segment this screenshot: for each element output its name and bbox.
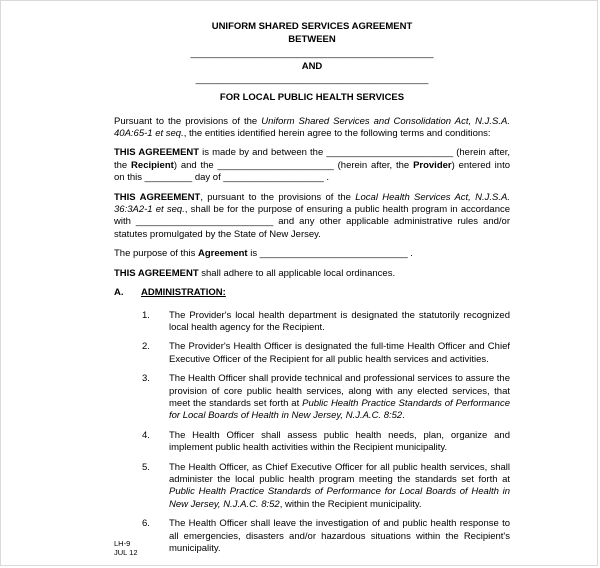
list-item-3 (142, 373, 510, 423)
list-item-6 (142, 518, 510, 555)
footer-form-code: LH-9 (114, 539, 131, 548)
paragraph-purpose: The purpose of this Agreement is ____________________________ . (114, 248, 413, 260)
item-number: 6. (142, 518, 150, 530)
paragraph-local-health-act: THIS AGREEMENT, pursuant to the provisions of the Local Health Services Act, N.J.S.A. 36:3A2-1 et seq., shall be for the purpose of ensuring a public health program in accordance with __________________________ and any other applicable administrative rules and/or statutes promulgated by the State of New Jersey. (114, 191, 511, 240)
list-item-5 (142, 462, 510, 512)
between-label: BETWEEN (288, 34, 336, 46)
administration-list (142, 310, 510, 556)
paragraph-pursuant: Pursuant to the provisions of the Uniform Shared Services and Consolidation Act, N.J.S.A. 40A:65-1 et seq., the entities identified herein agree to the following terms and conditions: (114, 115, 510, 140)
document-title: UNIFORM SHARED SERVICES AGREEMENT (211, 21, 413, 32)
item-text: The Health Officer, as Chief Executive Officer for all public health services, shall administer the local public health program meeting the standards set forth at Public Health Practice Standards of Performance for Local Boards of Health in New Jersey, N.J.A.C. 8:52, within the Recipient municipality. (169, 461, 510, 510)
list-item-2 (142, 341, 510, 366)
party-one-blank: ______________________________________________ (190, 47, 434, 59)
item-text: The Health Officer shall leave the investigation of and public health response to all emergencies, disasters and/or hazardous situations within the Recipient's municipality. (169, 518, 510, 554)
list-item-1 (142, 310, 510, 335)
item-number: 5. (142, 461, 150, 473)
document-header (114, 21, 510, 105)
page-footer (114, 539, 138, 557)
paragraph-ordinances: THIS AGREEMENT shall adhere to all applicable local ordinances. (114, 267, 396, 279)
item-text: The Provider's local health department is designated the statutorily recognized local health agency for the Recipient. (169, 309, 510, 333)
and-label: AND (301, 60, 323, 72)
footer-date-code: JUL 12 (114, 548, 138, 557)
item-number: 1. (142, 309, 150, 321)
section-a-title: ADMINISTRATION: (141, 287, 226, 299)
item-number: 2. (142, 341, 150, 353)
party-two-blank: ____________________________________________ (195, 74, 429, 86)
item-text: The Health Officer shall provide technical and professional services to assure the provision of core public health services, along with any elected services, that meet the standards set forth at Public Health Practice Standards of Performance for Local Boards of Health in New Jersey, N.J.A.C. 8:52. (169, 373, 510, 422)
section-a-heading (114, 287, 510, 299)
section-a-label: A. (114, 287, 124, 299)
document-subtitle: FOR LOCAL PUBLIC HEALTH SERVICES (219, 92, 405, 104)
item-number: 3. (142, 373, 150, 385)
list-item-4 (142, 430, 510, 455)
item-text: The Provider's Health Officer is designated the full-time Health Officer and Chief Executive Officer of the Recipient for all public health services and activities. (169, 341, 510, 365)
paragraph-parties: THIS AGREEMENT is made by and between the ________________________ (herein after, the Recipient) and the ______________________ (herein after, the Provider) entered into on this _________ day of ___________________ . (114, 147, 511, 184)
document-body (114, 21, 510, 562)
item-text: The Health Officer shall assess public health needs, plan, organize and implement public health activities within the Recipient municipality. (169, 429, 510, 454)
item-number: 4. (142, 429, 150, 441)
